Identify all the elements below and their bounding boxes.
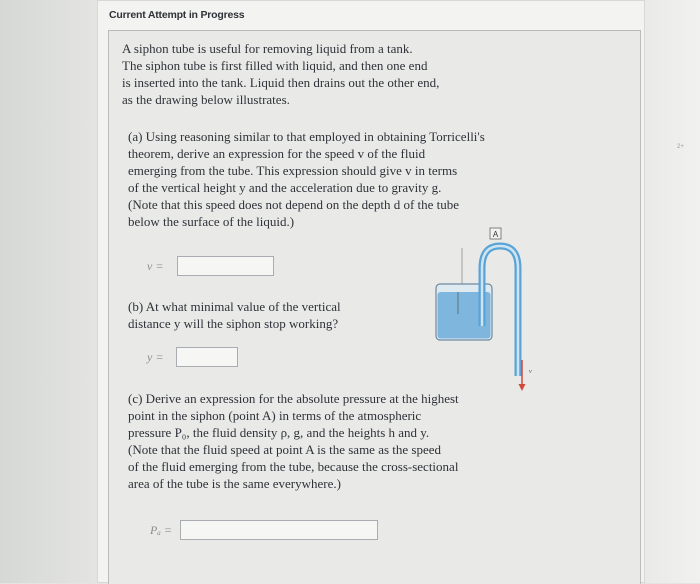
background-left bbox=[0, 0, 92, 583]
stray-mark: 2+ bbox=[677, 144, 684, 150]
answer-y-input[interactable] bbox=[176, 347, 238, 367]
outflow-velocity-label: v bbox=[529, 369, 532, 375]
point-a-label: A bbox=[492, 230, 499, 239]
answer-pa-label: Pₐ = bbox=[150, 523, 172, 537]
attempt-status-title: Current Attempt in Progress bbox=[109, 9, 245, 21]
part-c-text: (c) Derive an expression for the absolute pressure at the highest point in the siphon (point A) in terms of the atmospheric pressure P₀, the fluid density ρ, g, and the heights h and y. (Note that the fluid speed at point A is the same as the speed of the fluid emerging from the tube, because the cross-sectional area of the tube is the same everywhere.) bbox=[128, 391, 459, 491]
point-a-marker bbox=[490, 228, 501, 239]
answer-v-label: v = bbox=[147, 259, 164, 273]
outflow-arrow-head bbox=[519, 384, 526, 391]
part-b-text: (b) At what minimal value of the vertical distance y will the siphon stop working? bbox=[128, 299, 341, 331]
problem-intro: A siphon tube is useful for removing liquid from a tank. The siphon tube is first filled with liquid, and then one end is inserted into the tank. Liquid then drains out the other end, as the drawing below illustrates. bbox=[122, 41, 440, 107]
answer-y-label: y = bbox=[147, 350, 164, 364]
answer-v-input[interactable] bbox=[177, 256, 274, 276]
answer-pa-input[interactable] bbox=[180, 520, 378, 540]
background-right bbox=[640, 0, 700, 583]
part-a-text: (a) Using reasoning similar to that employed in obtaining Torricelli's theorem, derive an expression for the speed v of the fluid emerging from the tube. This expression should give v in terms of the vertical height y and the acceleration due to gravity g. (Note that this speed does not depend on the depth d of the tube below the surface of the liquid.) bbox=[128, 129, 485, 229]
siphon-figure bbox=[428, 226, 548, 396]
